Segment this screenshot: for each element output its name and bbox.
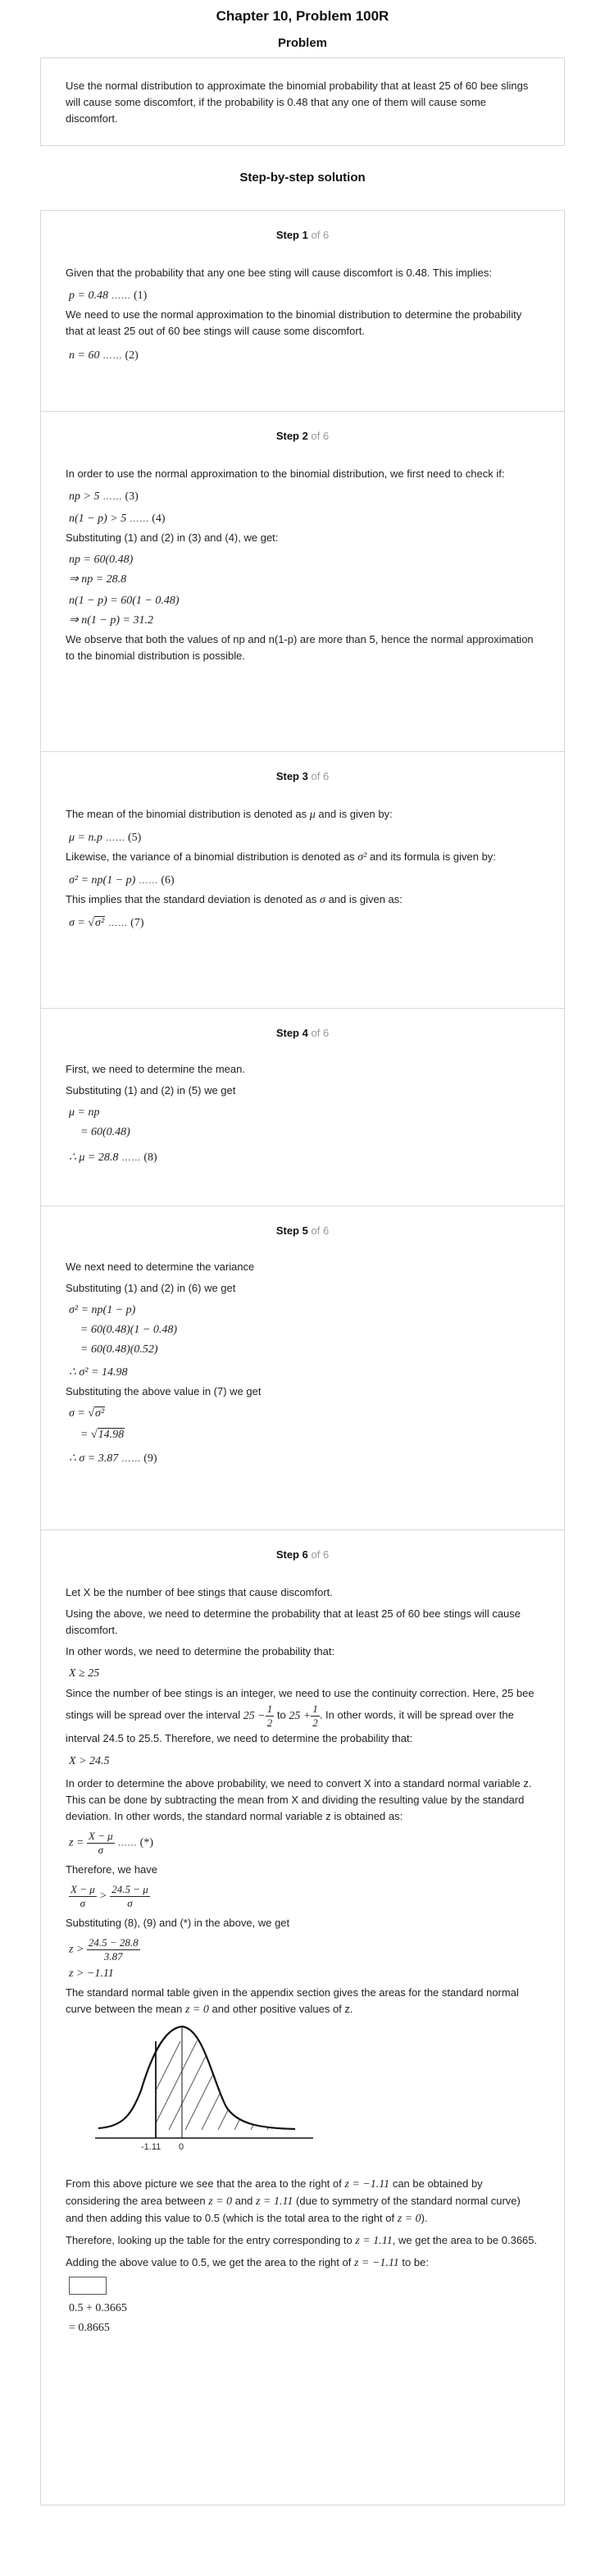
step-text: The mean of the binomial distribution is denoted as μ and is given by: [66,808,393,821]
step-text: Let X be the number of bee stings that cause discomfort. [66,1586,333,1598]
step-header: Step 4 of 6 [275,1027,330,1039]
step-6 [41,1530,564,2505]
solution-heading: Step-by-step solution [239,171,366,185]
equation: $\frac{X - \mu}{\sigma}$ > $\frac{24.5 - \mu}{\sigma}$ [71,1883,148,1909]
equation: σ = √σ² …… (7) [69,917,144,929]
equation: = √14.98 [80,1429,125,1441]
step-3 [41,752,564,1009]
equation: ∴ σ² = 14.98 [69,1366,128,1379]
equation: = 60(0.48) [80,1126,130,1138]
equation: ⇒ np = 28.8 [69,573,127,586]
step-4 [41,1009,564,1206]
step-text: Substituting the above value in (7) we get [66,1385,262,1397]
equation: X > 24.5 [69,1755,110,1767]
label-neg-1-11: -1.11 [141,2142,161,2152]
equation: = 0.8665 [69,2322,110,2334]
equation: n(1 − p) = 60(1 − 0.48) [69,595,180,607]
equation: z > −1.11 [69,1967,114,1980]
step-text: Substituting (1) and (2) in (6) we get [66,1282,236,1294]
equation: np > 5 …… (3) [69,490,139,503]
step-header: Step 5 of 6 [275,1224,330,1237]
step-text: In order to determine the above probability, we need to convert X into a standard normal variable z. This can be done by subtracting the mean from X and dividing the resulting value by the standard deviation. In other words, the standard normal variable z is obtained as: [66,1777,532,1822]
step-text: Adding the above value to 0.5, we get the area to the right of z = −1.11 to be: [66,2256,429,2269]
equation: σ² = np(1 − p) …… (6) [69,874,175,887]
equation: μ = np [69,1106,100,1119]
step-header: Step 6 of 6 [275,1548,330,1561]
step-text: Likewise, the variance of a binomial distribution is denoted as σ² and its formula is given by: [66,850,496,864]
step-text: We observe that both the values of np and n(1-p) are more than 5, hence the normal approximation to the binomial distribution is possible. [66,633,534,662]
equation: 0.5 + 0.3665 [69,2302,127,2314]
equation: ∴ μ = 28.8 …… (8) [69,1151,157,1164]
label-zero: 0 [179,2142,184,2152]
equation: n(1 − p) > 5 …… (4) [69,513,166,525]
step-text: From this above picture we see that the area to the right of z = −1.11 can be obtained by considering the area between z = 0 and z = 1.11 (due to symmetry of the standard normal curve) and then adding this value to 0.5 (which is the total area to the right of z = 0). [66,2177,521,2225]
equation: ⇒ n(1 − p) = 31.2 [69,614,153,627]
step-5 [41,1206,564,1530]
equation: σ² = np(1 − p) [69,1304,136,1316]
step-text: Substituting (1) and (2) in (5) we get [66,1084,236,1097]
step-text: Substituting (8), (9) and (*) in the above, we get [66,1917,290,1929]
problem-heading: Problem [277,36,327,50]
equation: = 60(0.48)(1 − 0.48) [80,1324,178,1336]
step-header: Step 2 of 6 [275,430,330,442]
step-header: Step 1 of 6 [275,229,330,241]
equation: z > $\frac{24.5 - 28.8}{3.87}$ [69,1936,139,1963]
equation: n = 60 …… (2) [69,349,139,362]
equation: X ≥ 25 [69,1667,100,1680]
solution-page [40,0,565,2505]
equation: z = $\frac{X - \mu}{\sigma}$ …… (*) [69,1830,153,1856]
step-2 [41,412,564,752]
step-text: Since the number of bee stings is an integer, we need to use the continuity correction. Here, 25 bee stings will be spread over the interval 25 − $\frac{1}{2}$ to 25 + $\frac{1}{2}$ . In other words, it will be spread over the interval 24.5 to 25.5. Therefore, we need to determine the probability that: [66,1687,534,1744]
step-text: Substituting (1) and (2) in (3) and (4), we get: [66,531,279,544]
equation: np = 60(0.48) [69,554,134,566]
page-title: Chapter 10, Problem 100R [216,8,389,24]
answer-box [69,2277,107,2295]
steps-container [40,210,565,2505]
problem-text: Use the normal distribution to approximate the binomial probability that at least 25 of 60 bee slings will cause some discomfort, if the probability is 0.48 that any one of them will cause some discomfort. [66,80,529,125]
problem-box [40,57,565,146]
normal-curve-graph [82,2025,328,2156]
equation: μ = n.p …… (5) [69,832,142,844]
step-text: In other words, we need to determine the probability that: [66,1645,335,1657]
step-text: We next need to determine the variance [66,1261,255,1273]
step-text: Therefore, we have [66,1863,158,1876]
step-text: This implies that the standard deviation is denoted as σ and is given as: [66,893,403,906]
equation: = 60(0.48)(0.52) [80,1343,158,1356]
step-text: Given that the probability that any one bee sting will cause discomfort is 0.48. This implies: [66,267,493,279]
step-text: In order to use the normal approximation to the binomial distribution, we first need to check if: [66,467,505,480]
equation: σ = √σ² [69,1407,105,1420]
step-text: We need to use the normal approximation to the binomial distribution to determine the probability that at least 25 out of 60 bee stings will cause some discomfort. [66,308,522,337]
step-text: First, we need to determine the mean. [66,1063,245,1075]
equation: ∴ σ = 3.87 …… (9) [69,1452,157,1465]
equation: p = 0.48 …… (1) [69,290,148,302]
step-text: Using the above, we need to determine the probability that at least 25 of 60 bee stings will cause discomfort. [66,1607,521,1636]
step-text: The standard normal table given in the appendix section gives the areas for the standard normal curve between the mean z = 0 and other positive values of z. [66,1986,519,2016]
step-text: Therefore, looking up the table for the entry corresponding to z = 1.11, we get the area to be 0.3665. [66,2234,538,2247]
step-header: Step 3 of 6 [275,770,330,782]
step-1 [41,211,564,412]
